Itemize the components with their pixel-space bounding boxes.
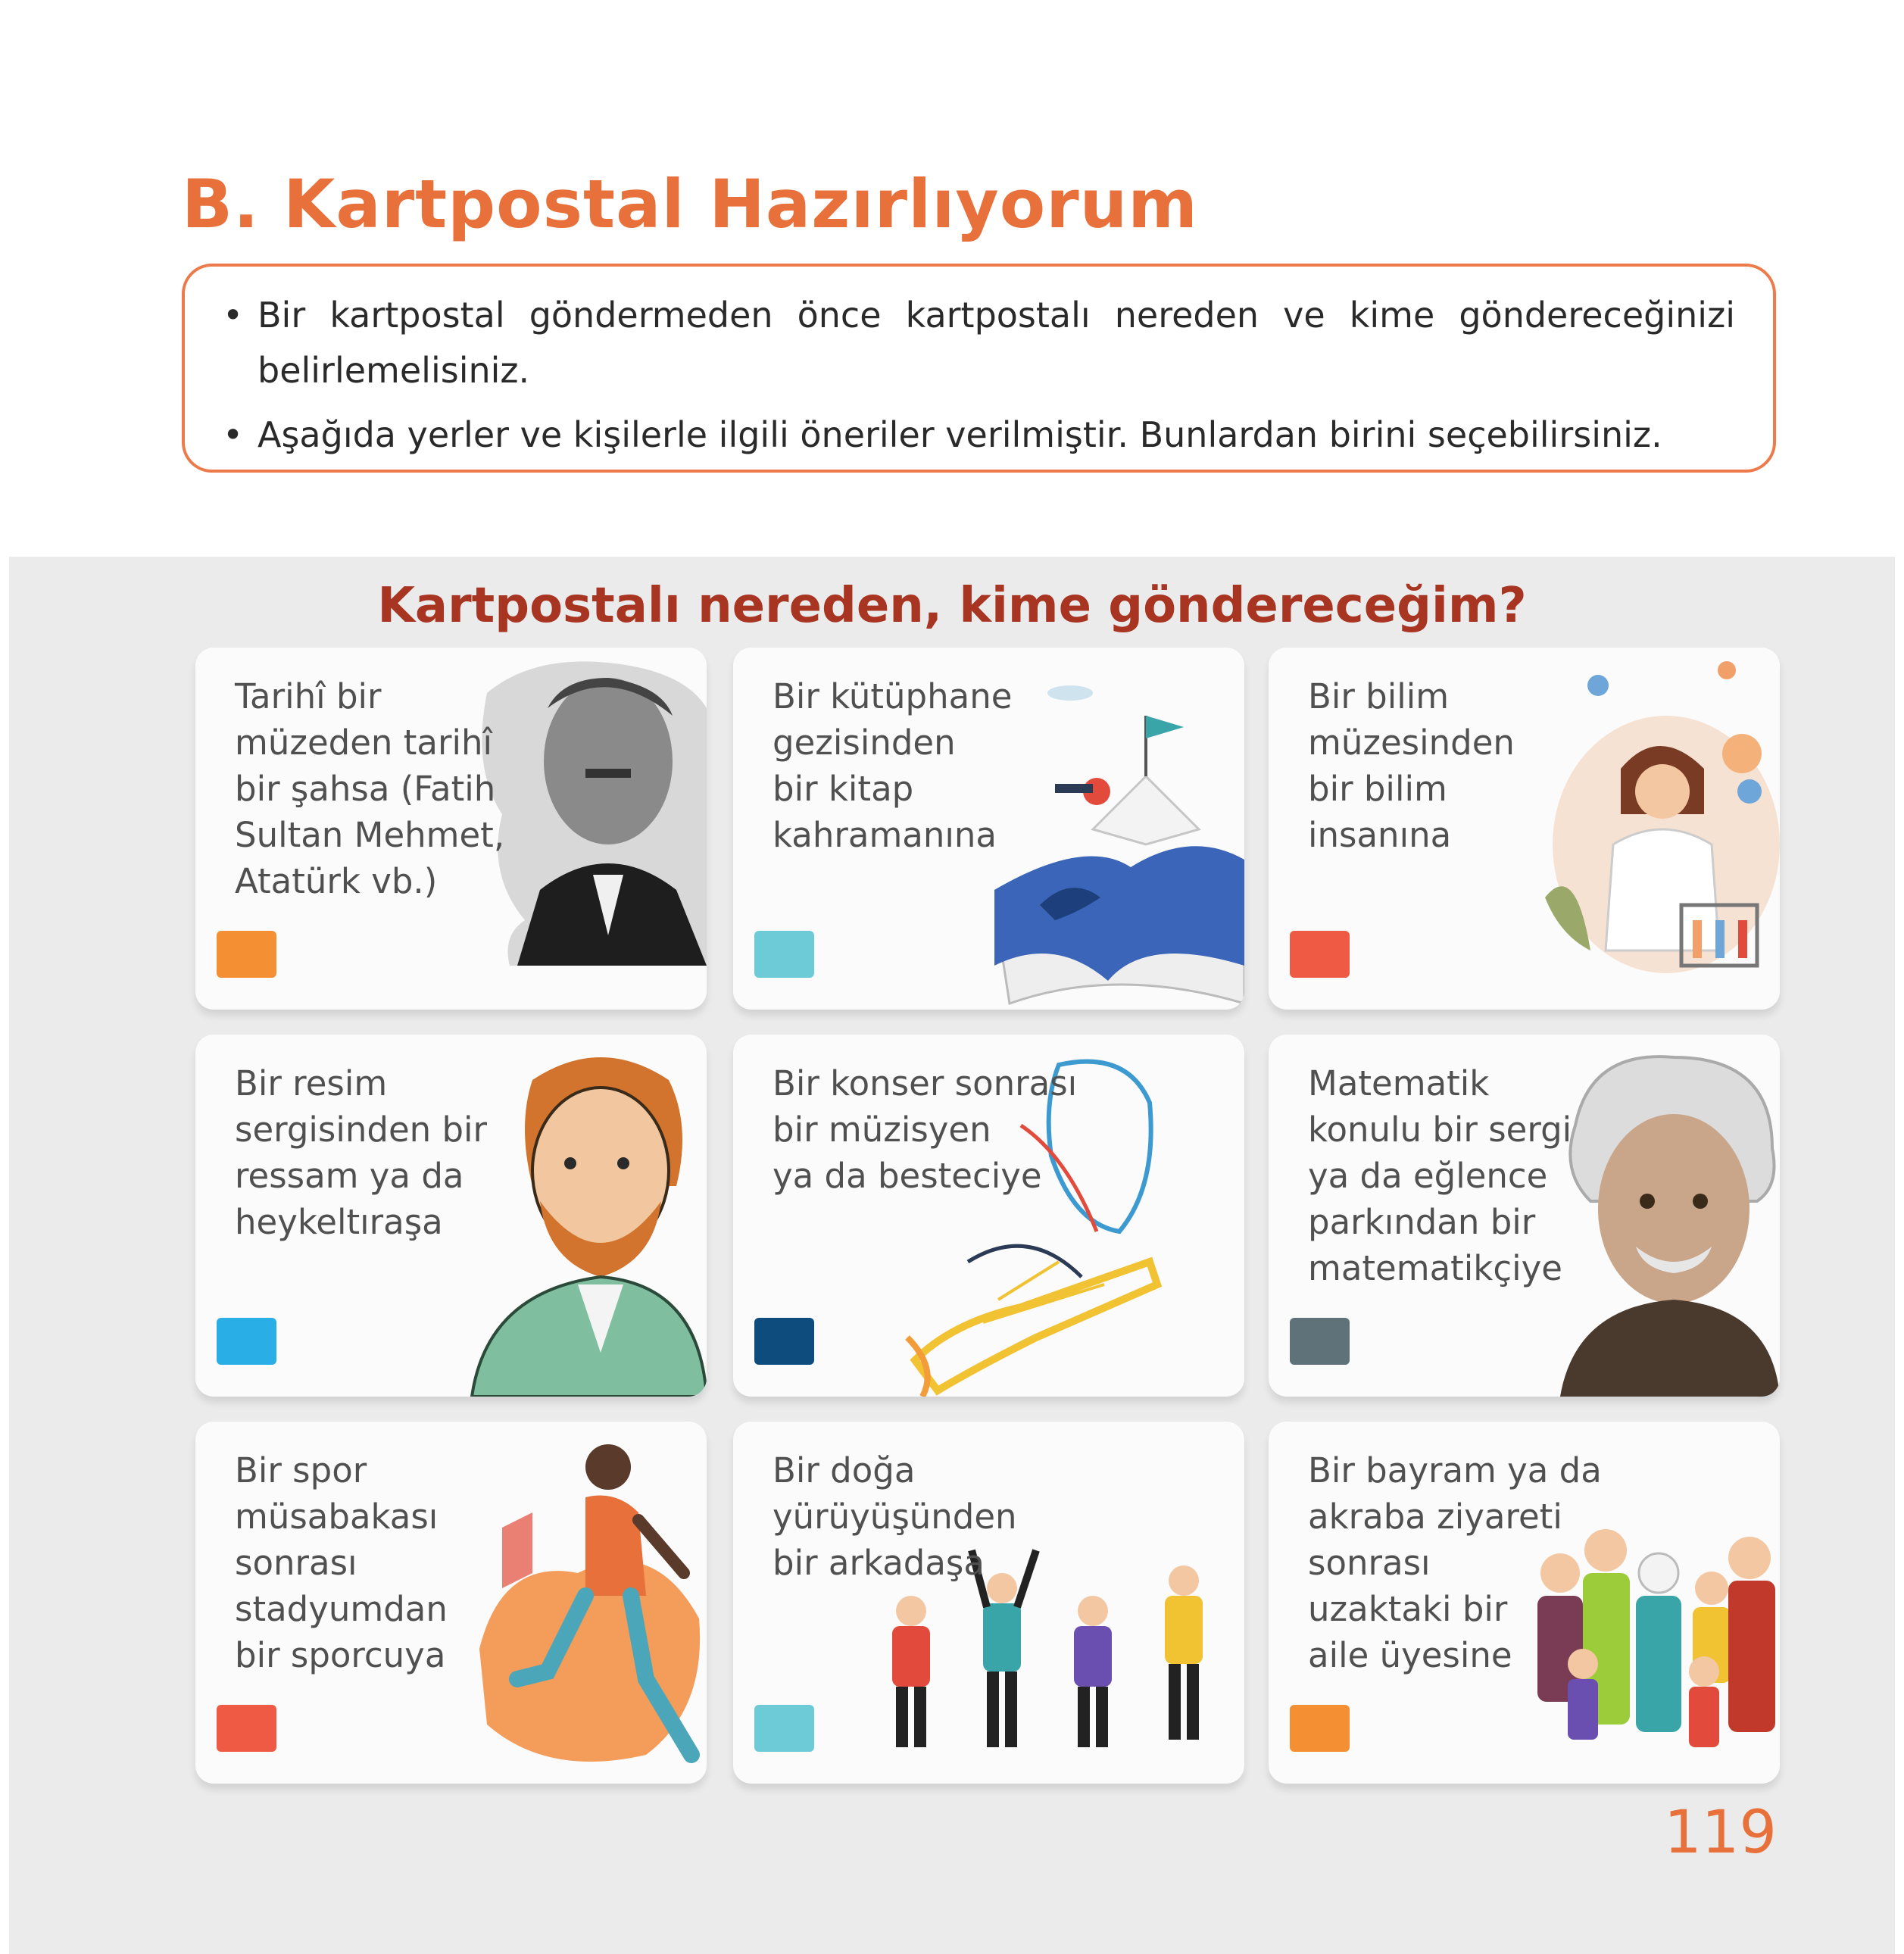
- color-swatch: [217, 1318, 276, 1365]
- instruction-text: Aşağıda yerler ve kişilerle ilgili öneriler verilmiştir. Bunlardan birini seçebilirsiniz.: [258, 414, 1662, 455]
- color-swatch: [754, 1318, 814, 1365]
- color-swatch: [217, 1705, 276, 1752]
- card-text: Bir bayram ya da akraba ziyareti sonrası uzaktaki bir aile üyesine: [1308, 1450, 1602, 1675]
- card-concert[interactable]: [733, 1035, 1244, 1397]
- card-sports[interactable]: [195, 1422, 707, 1784]
- instruction-item: [223, 407, 1735, 463]
- card-text: Tarihî bir müzeden tarihî bir şahsa (Fatih Sultan Mehmet, Atatürk vb.): [235, 676, 505, 901]
- color-swatch: [217, 931, 276, 978]
- bullet-icon: •: [223, 295, 244, 336]
- color-swatch: [1290, 931, 1350, 978]
- section-title: B. Kartpostal Hazırlıyorum: [182, 165, 1198, 243]
- color-swatch: [1290, 1705, 1350, 1752]
- bullet-icon: •: [223, 414, 244, 455]
- card-text: Bir bilim müzesinden bir bilim insanına: [1308, 676, 1515, 855]
- card-library[interactable]: [733, 648, 1244, 1010]
- card-family-visit[interactable]: [1269, 1422, 1780, 1784]
- card-text: Matematik konulu bir sergi ya da eğlence parkından bir matematikçiye: [1308, 1063, 1572, 1288]
- card-math-exhibition[interactable]: [1269, 1035, 1780, 1397]
- card-text: Bir doğa yürüyüşünden bir arkadaşa: [773, 1450, 1017, 1583]
- grid-title: Kartpostalı nereden, kime göndereceğim?: [377, 578, 1527, 634]
- card-nature-walk[interactable]: [733, 1422, 1244, 1784]
- card-text: Bir spor müsabakası sonrası stadyumdan bir sporcuya: [235, 1450, 448, 1675]
- instruction-box: [182, 264, 1776, 473]
- card-art-exhibition[interactable]: [195, 1035, 707, 1397]
- color-swatch: [1290, 1318, 1350, 1365]
- card-text: Bir kütüphane gezisinden bir kitap kahramanına: [773, 676, 1013, 855]
- instruction-text: Bir kartpostal göndermeden önce kartpostalı nereden ve kime göndereceğinizi belirlemelisiniz.: [258, 295, 1735, 391]
- page-number: 119: [1664, 1799, 1777, 1867]
- card-science-museum[interactable]: [1269, 648, 1780, 1010]
- color-swatch: [754, 1705, 814, 1752]
- instruction-item: [223, 288, 1735, 398]
- card-text: Bir resim sergisinden bir ressam ya da heykeltıraşa: [235, 1063, 488, 1242]
- color-swatch: [754, 931, 814, 978]
- card-history-museum[interactable]: [195, 648, 707, 1010]
- card-text: Bir konser sonrası bir müzisyen ya da besteciye: [773, 1063, 1078, 1196]
